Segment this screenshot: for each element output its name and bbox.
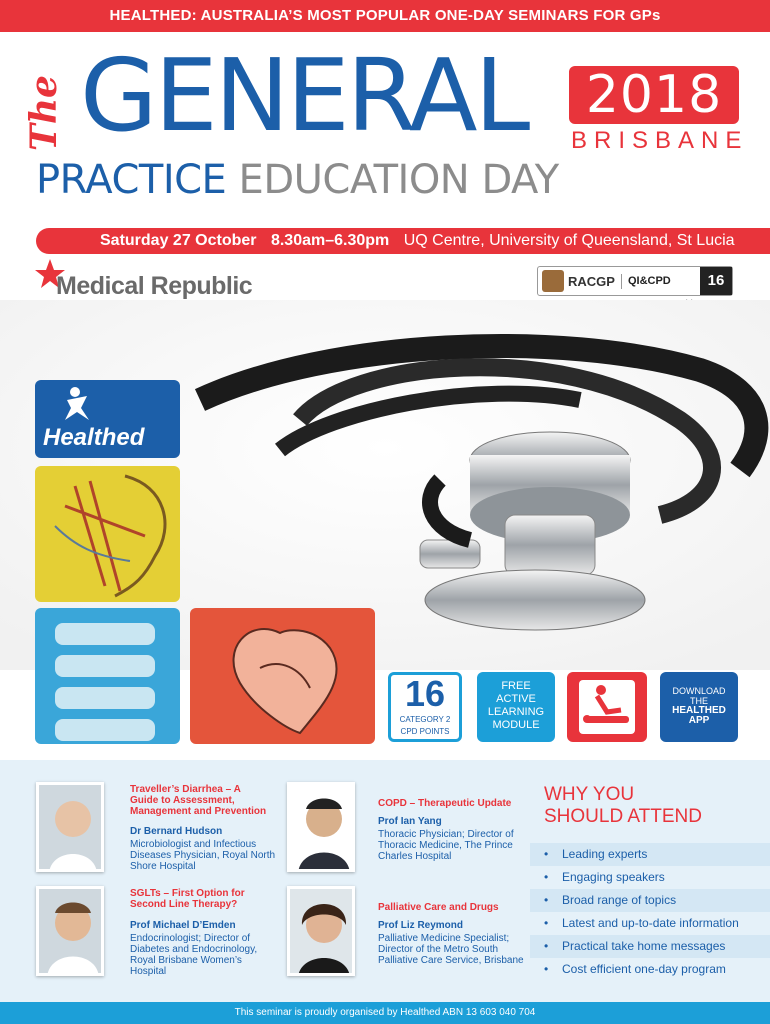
speaker-photo-demden bbox=[36, 886, 104, 976]
list-item: • Engaging speakers bbox=[544, 870, 665, 884]
speaker-info-2: Prof Ian Yang Thoracic Physician; Director of Thoracic Medicine, The Prince Charles Hospital bbox=[378, 816, 514, 862]
cpd-points-badge: 16 CATEGORY 2 CPD POINTS bbox=[388, 672, 462, 742]
cpr-badge bbox=[567, 672, 647, 742]
speaker-info-3: Prof Michael D’Emden Endocrinologist; Director of Diabetes and Endocrinology, Royal Brisbane Women’s Hospital bbox=[130, 920, 258, 977]
anatomy-heart-image bbox=[190, 608, 375, 744]
speaker-photo-reymond bbox=[287, 886, 355, 976]
event-venue: UQ Centre, University of Queensland, St Lucia bbox=[403, 232, 735, 249]
page-subtitle bbox=[36, 157, 559, 203]
speaker-info-4: Prof Liz Reymond Palliative Medicine Specialist; Director of the Metro South Palliative Care Service, Brisbane bbox=[378, 920, 524, 966]
list-item: • Broad range of topics bbox=[530, 889, 770, 912]
medical-republic-logo: Medical Republic bbox=[34, 258, 279, 302]
free-module-badge: FREE ACTIVE LEARNING MODULE bbox=[477, 672, 555, 742]
healthed-logo: Healthed bbox=[35, 380, 180, 458]
anatomy-spine-image bbox=[35, 608, 180, 744]
why-attend-heading: WHY YOU SHOULD ATTEND bbox=[544, 784, 703, 827]
list-item: • Practical take home messages bbox=[530, 935, 770, 958]
racgp-crest-icon bbox=[542, 270, 564, 292]
talk-title-4: Palliative Care and Drugs bbox=[378, 902, 499, 913]
anatomy-neck-image bbox=[35, 466, 180, 602]
list-item: • Latest and up-to-date information bbox=[544, 916, 739, 930]
cpr-icon bbox=[567, 672, 647, 742]
speaker-photo-yang bbox=[287, 782, 355, 872]
city-label: BRISBANE bbox=[571, 127, 749, 154]
speaker-info-1: Dr Bernard Hudson Microbiologist and Infectious Diseases Physician, Royal North Shore Hospital bbox=[130, 826, 276, 872]
speaker-photo-hudson bbox=[36, 782, 104, 872]
footer-note: This seminar is proudly organised by Healthed ABN 13 603 040 704 bbox=[0, 1002, 770, 1024]
subtitle-practice: PRACTICE bbox=[36, 157, 227, 203]
talk-title-2: COPD – Therapeutic Update bbox=[378, 798, 512, 809]
list-item: • Leading experts bbox=[530, 843, 770, 866]
event-date: Saturday 27 October bbox=[100, 232, 257, 249]
why-attend-list bbox=[530, 843, 770, 981]
subtitle-education-day: EDUCATION DAY bbox=[238, 157, 559, 203]
hermes-icon bbox=[57, 386, 97, 424]
the-label: The bbox=[22, 75, 65, 151]
year-badge: 2018 bbox=[569, 66, 739, 124]
talk-title-3: SGLTs – First Option for Second Line Therapy? bbox=[130, 888, 245, 910]
list-item: • Cost efficient one-day program bbox=[544, 962, 726, 976]
event-details-bar bbox=[36, 228, 770, 254]
talk-title-1: Traveller’s Diarrhea – A Guide to Assessment, Management and Prevention bbox=[130, 784, 267, 817]
download-app-button[interactable]: DOWNLOAD THE HEALTHED APP bbox=[660, 672, 738, 742]
event-time: 8.30am–6.30pm bbox=[270, 232, 390, 249]
top-banner: HEALTHED: AUSTRALIA’S MOST POPULAR ONE-DAY SEMINARS FOR GPs bbox=[0, 0, 770, 32]
racgp-accreditation: RACGP QI&CPD 16 bbox=[537, 266, 733, 296]
title-general: GENERAL bbox=[80, 37, 528, 154]
